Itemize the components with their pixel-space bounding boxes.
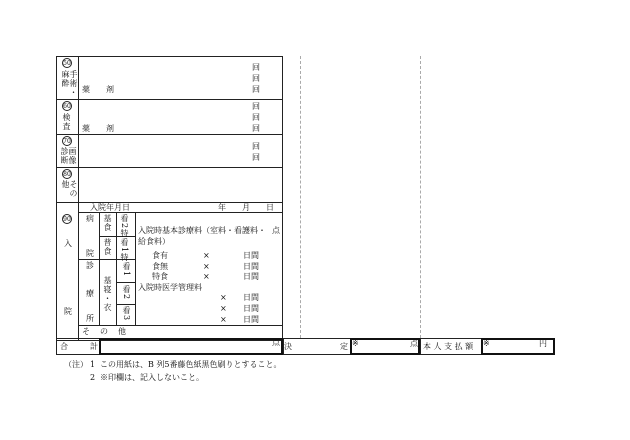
fusyoku-label: 普食 bbox=[103, 238, 112, 256]
day-label: 日 bbox=[266, 203, 274, 212]
times-sign: × bbox=[220, 293, 227, 302]
total-ten: 点 bbox=[272, 338, 280, 347]
row-divider bbox=[56, 167, 283, 168]
meal-with: 食有 bbox=[152, 251, 168, 260]
kan-3-label: 看3 bbox=[122, 306, 131, 322]
section-number-50: 50 bbox=[63, 60, 71, 67]
count-unit: 回 bbox=[252, 142, 260, 151]
note-2-number: 2 bbox=[90, 373, 96, 382]
total-label-a: 合 bbox=[60, 342, 68, 351]
kishin-label: 基寝・衣 bbox=[103, 276, 112, 312]
note-1-text: この用紙は、B 列5番藤色紙黒色刷りとすること。 bbox=[100, 360, 282, 369]
honnin-mark: ※ bbox=[483, 339, 490, 348]
section-label-imaging: 画像診断 bbox=[60, 147, 77, 165]
sonota-label: その他 bbox=[82, 327, 136, 336]
basic-fee-ten: 点 bbox=[272, 226, 280, 235]
count-unit: 回 bbox=[252, 63, 260, 72]
count-unit: 回 bbox=[252, 102, 260, 111]
section-number-90: 90 bbox=[63, 216, 71, 223]
count-unit: 回 bbox=[252, 153, 260, 162]
admission-date-label: 入院年月日 bbox=[90, 203, 130, 212]
days-label: 日間 bbox=[243, 251, 259, 260]
count-unit: 回 bbox=[252, 85, 260, 94]
sho-char: 所 bbox=[86, 314, 94, 323]
honnin-yen: 円 bbox=[539, 339, 547, 348]
row-divider bbox=[56, 99, 283, 100]
date-row-divider bbox=[78, 212, 283, 213]
kettei-ten: 点 bbox=[410, 339, 418, 348]
grid-line bbox=[116, 212, 117, 325]
honnin-label: 本 人 支 払 額 bbox=[423, 342, 474, 351]
ryo-char: 療 bbox=[86, 289, 94, 298]
basic-fee-label: 入院時基本診療料（室料・看護料・給食料） bbox=[138, 226, 266, 246]
year-label: 年 bbox=[218, 203, 226, 212]
section-number-60: 60 bbox=[63, 103, 71, 110]
kettei-label-b: 定 bbox=[340, 342, 348, 351]
kettei-mark: ※ bbox=[352, 339, 359, 348]
grid-line bbox=[116, 304, 135, 305]
times-sign: × bbox=[220, 315, 227, 324]
times-sign: × bbox=[220, 304, 227, 313]
days-label: 日間 bbox=[243, 315, 259, 324]
days-label: 日間 bbox=[243, 272, 259, 281]
note-1-number: 1 bbox=[90, 360, 96, 369]
section-label-other: その他 bbox=[61, 180, 78, 198]
count-unit: 回 bbox=[252, 124, 260, 133]
meal-special: 特食 bbox=[152, 272, 168, 281]
times-sign: × bbox=[203, 251, 210, 260]
kan-2-label: 看2 bbox=[122, 285, 131, 301]
times-sign: × bbox=[203, 272, 210, 281]
section-number-70: 70 bbox=[63, 138, 71, 145]
kan-1-label: 看1 bbox=[122, 262, 131, 278]
grid-line bbox=[116, 282, 135, 283]
section-label-surgery: 手術・麻酔 bbox=[61, 70, 78, 97]
section-label-exam: 検査 bbox=[62, 113, 71, 131]
grid-line bbox=[135, 212, 136, 325]
count-unit: 回 bbox=[252, 74, 260, 83]
grid-line bbox=[78, 325, 283, 326]
grid-line bbox=[99, 212, 100, 325]
kan1-label: 看1特 bbox=[120, 238, 129, 263]
shin-char: 診 bbox=[86, 261, 94, 270]
drug-label: 薬 剤 bbox=[82, 85, 114, 94]
row-divider bbox=[56, 134, 283, 135]
note-2-text: ※印欄は、記入しないこと。 bbox=[100, 373, 204, 382]
drug-label: 薬 剤 bbox=[82, 124, 114, 133]
days-label: 日間 bbox=[243, 293, 259, 302]
days-label: 日間 bbox=[243, 304, 259, 313]
medical-management-label: 入院時医学管理料 bbox=[138, 283, 202, 292]
byoin-char: 病 bbox=[86, 214, 94, 223]
days-label: 日間 bbox=[243, 262, 259, 271]
nyuin-label-top: 入 bbox=[64, 239, 72, 248]
in-char: 院 bbox=[86, 249, 94, 258]
notes-prefix: （注） bbox=[64, 360, 88, 369]
meal-without: 食無 bbox=[152, 262, 168, 271]
total-input-box[interactable] bbox=[99, 338, 283, 355]
kisyoku-label: 基食 bbox=[103, 214, 112, 232]
kan2-label: 看2特 bbox=[120, 214, 129, 239]
count-unit: 回 bbox=[252, 113, 260, 122]
month-label: 月 bbox=[242, 203, 250, 212]
grid-line bbox=[99, 236, 135, 237]
nyuin-label-bottom: 院 bbox=[64, 307, 72, 316]
label-column-divider bbox=[78, 56, 79, 341]
column-separator bbox=[300, 56, 301, 338]
kettei-label-a: 決 bbox=[284, 342, 292, 351]
section-number-80: 80 bbox=[63, 171, 71, 178]
times-sign: × bbox=[203, 262, 210, 271]
total-label-b: 計 bbox=[90, 342, 98, 351]
column-separator bbox=[420, 56, 421, 338]
